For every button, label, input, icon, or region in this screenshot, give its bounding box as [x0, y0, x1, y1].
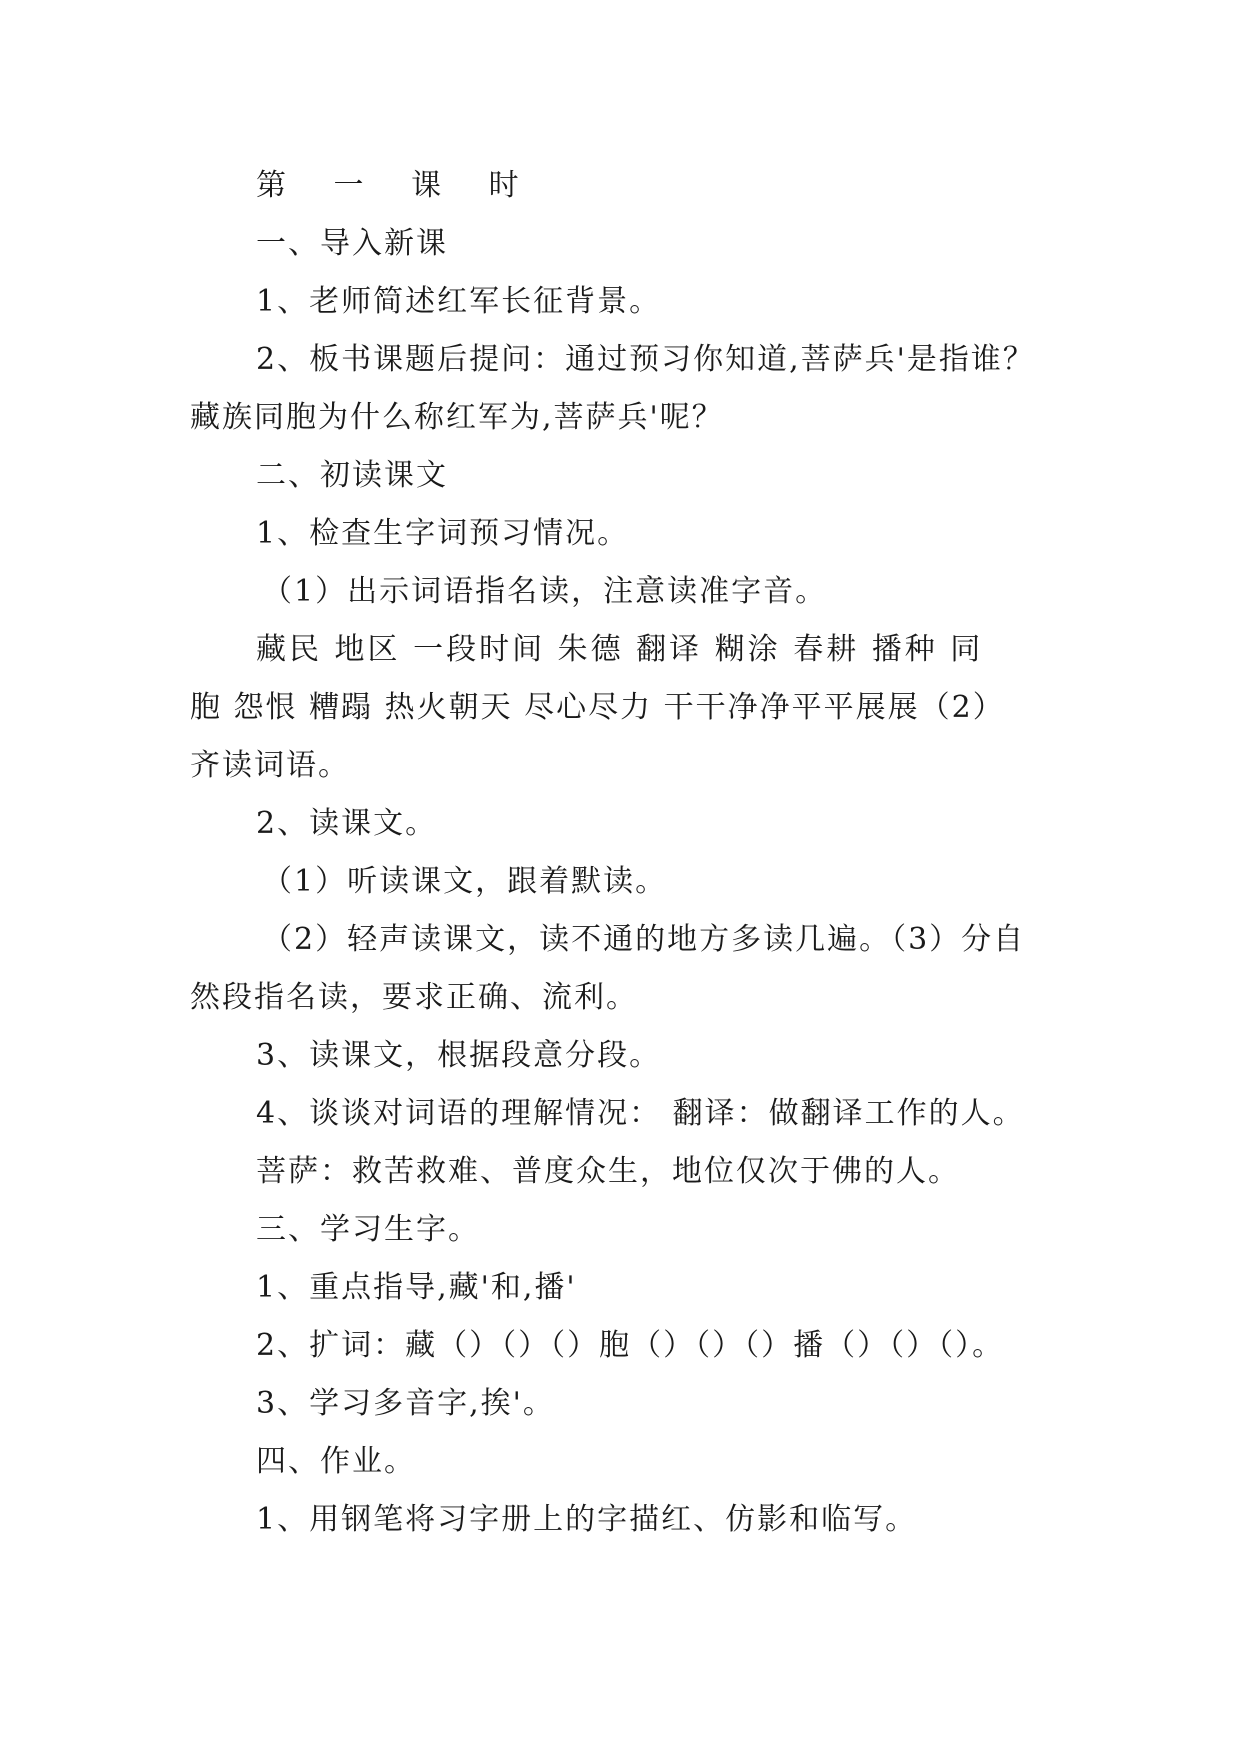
paragraph-line: 然段指名读，要求正确、流利。	[190, 980, 638, 1015]
paragraph-line: 藏族同胞为什么称红军为,菩萨兵'呢？	[190, 400, 724, 435]
section-heading: 二、初读课文	[256, 458, 448, 493]
paragraph-line: 胞 怨恨 糟蹋 热火朝天 尽心尽力 干干净净平平展展（2）	[190, 690, 1005, 725]
paragraph-line: （1）听读课文，跟着默读。	[262, 864, 668, 899]
paragraph-line: 3、学习多音字,挨'。	[256, 1386, 555, 1421]
paragraph-line: 1、检查生字词预习情况。	[256, 516, 630, 551]
section-heading: 四、作业。	[256, 1444, 416, 1479]
paragraph-line: 齐读词语。	[190, 748, 350, 783]
section-heading: 三、学习生字。	[256, 1212, 480, 1247]
paragraph-line: 藏民 地区 一段时间 朱德 翻译 糊涂 春耕 播种 同	[256, 632, 984, 667]
paragraph-line: 1、用钢笔将习字册上的字描红、仿影和临写。	[256, 1502, 918, 1537]
paragraph-line: （2）轻声读课文，读不通的地方多读几遍。（3）分自	[262, 922, 1026, 957]
paragraph-line: 2、扩词：藏（）（）（）胞（）（）（）播（）（）（）。	[256, 1328, 1005, 1363]
paragraph-line: 1、老师简述红军长征背景。	[256, 284, 662, 319]
paragraph-line: 2、读课文。	[256, 806, 438, 841]
lesson-heading: 第 一 课 时	[256, 168, 538, 203]
paragraph-line: 3、读课文，根据段意分段。	[256, 1038, 662, 1073]
paragraph-line: 1、重点指导,藏'和,播'	[256, 1270, 577, 1305]
paragraph-line: 4、谈谈对词语的理解情况： 翻译：做翻译工作的人。	[256, 1096, 1025, 1131]
paragraph-line: （1）出示词语指名读，注意读准字音。	[262, 574, 828, 609]
paragraph-line: 2、板书课题后提问：通过预习你知道,菩萨兵'是指谁？	[256, 342, 1035, 377]
section-heading: 一、导入新课	[256, 226, 448, 261]
paragraph-line: 菩萨：救苦救难、普度众生，地位仅次于佛的人。	[256, 1154, 960, 1189]
